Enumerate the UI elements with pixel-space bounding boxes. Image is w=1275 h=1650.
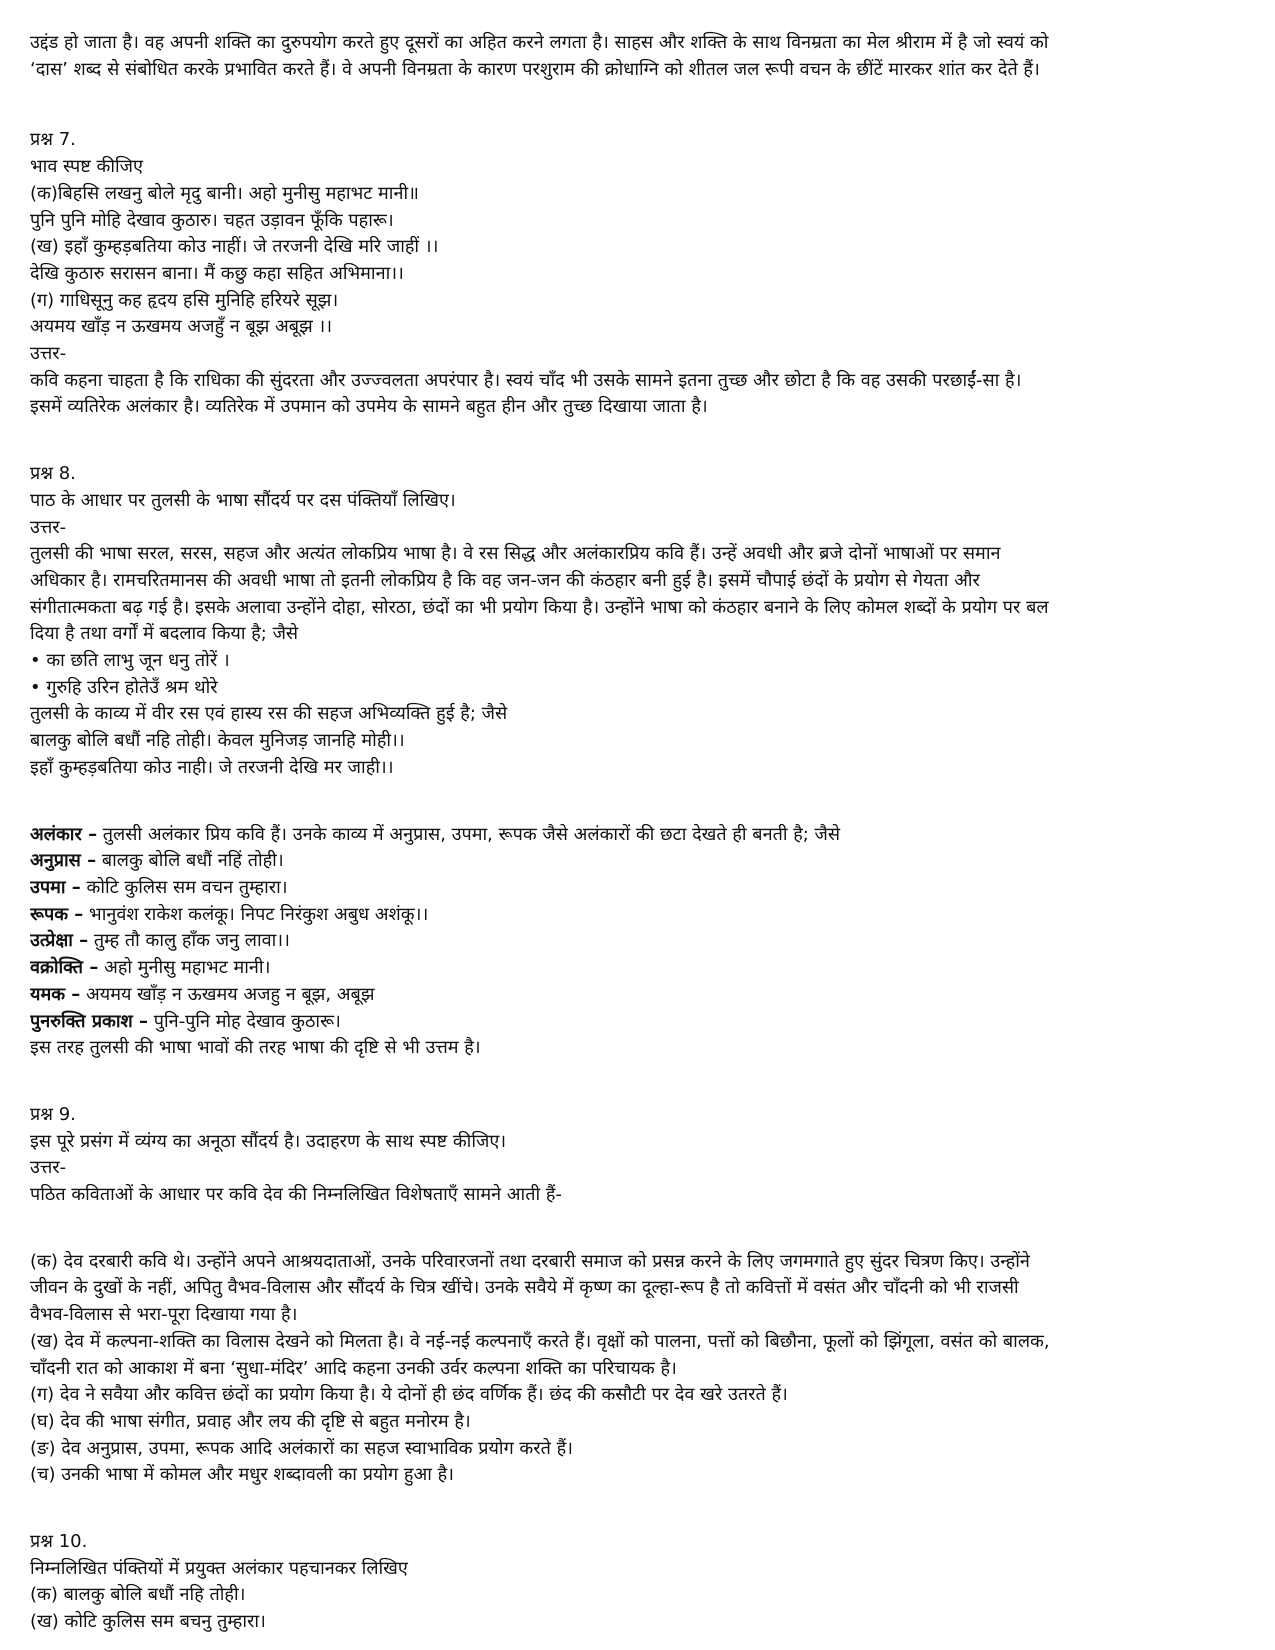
text-line: संगीतात्मकता बढ़ गई है। इसके अलावा उन्होंने दोहा, सोरठा, छंदों का भी प्रयोग किया है। उन्होंने भाषा को कंठहार बनाने के लिए कोमल शब्दों के प्रयोग पर बल xyxy=(30,596,1049,618)
alankar-term: यमक – xyxy=(30,983,81,1005)
answer-label: उत्तर- xyxy=(30,516,67,538)
point-line: (ङ) देव अनुप्रास, उपमा, रूपक आदि अलंकारों का सहज स्वाभाविक प्रयोग करते हैं। xyxy=(30,1437,573,1459)
point-line: (घ) देव की भाषा संगीत, प्रवाह और लय की दृष्टि से बहुत मनोरम है। xyxy=(30,1410,471,1432)
text-line: अयमय खाँड़ न ऊखमय अजहुँ न बूझ अबूझ ।। xyxy=(30,316,333,338)
text-line: निम्नलिखित पंक्तियों में प्रयुक्त अलंकार पहचानकर लिखिए xyxy=(30,1557,408,1579)
intro-paragraph xyxy=(30,30,1227,83)
alankar-row xyxy=(30,982,1227,1009)
text-line: तुलसी की भाषा सरल, सरस, सहज और अत्यंत लोकप्रिय भाषा है। वे रस सिद्ध और अलंकारप्रिय कवि हैं। उन्हें अवधी और ब्रजे दोनों भाषाओं पर समान xyxy=(30,543,1001,565)
point-line: वैभव-विलास से भरा-पूरा दिखाया गया है। xyxy=(30,1304,298,1326)
alankar-row xyxy=(30,928,1227,955)
alankar-text: तुलसी अलंकार प्रिय कवि हैं। उनके काव्य में अनुप्रास, उपमा, रूपक जैसे अलंकारों की छटा देखते ही बनती है; जैसे xyxy=(97,823,841,845)
alankar-term: उपमा – xyxy=(30,876,81,898)
text-line: कवि कहना चाहता है कि राधिका की सुंदरता और उज्ज्वलता अपरंपार है। स्वयं चाँद भी उसके सामने इतना तुच्छ और छोटा है कि वह उसकी परछाईं-सा है। xyxy=(30,369,1022,391)
point-line: (क) देव दरबारी कवि थे। उन्होंने अपने आश्रयदाताओं, उनके परिवारजनों तथा दरबारी समाज को प्रसन्न करने के लिए जगमगाते हुए सुंदर चित्रण किए। उन्होंने xyxy=(30,1250,1030,1272)
conclusion-line: इस तरह तुलसी की भाषा भावों की तरह भाषा की दृष्टि से भी उत्तम है। xyxy=(30,1037,481,1059)
point-line: (ख) देव में कल्पना-शक्ति का विलास देखने को मिलता है। वे नई-नई कल्पनाएँ करते हैं। वृक्षों को पालना, पत्तों को बिछौना, फूलों को झिंगूला, वसंत को बालक, xyxy=(30,1330,1050,1352)
text-line: पुनि पुनि मोहि देखाव कुठारु। चहत उड़ावन फूँकि पहारू। xyxy=(30,209,394,231)
point-line: जीवन के दुखों के नहीं, अपितु वैभव-विलास और सौंदर्य के चित्र खींचे। उनके सवैये में कृष्ण का दूल्हा-रूप है तो कवित्तों में वसंत और चाँदनी को भी राजसी xyxy=(30,1277,1019,1299)
alankar-term: वक्रोक्ति – xyxy=(30,957,99,979)
question-7-heading: प्रश्न 7. xyxy=(30,129,76,151)
answer-label: उत्तर- xyxy=(30,343,67,365)
alankar-row xyxy=(30,875,1227,902)
alankar-row xyxy=(30,848,1227,875)
text-line: देखि कुठारु सरासन बाना। मैं कछु कहा सहित अभिमाना।। xyxy=(30,262,404,284)
text-line: (क)बिहसि लखनु बोले मृदु बानी। अहो मुनीसु महाभट मानी॥ xyxy=(30,182,419,204)
alankar-term: अलंकार – xyxy=(30,823,98,845)
text-line: (ख) इहाँ कुम्हड़बतिया कोउ नाहीं। जे तरजनी देखि मरि जाहीं ।। xyxy=(30,236,439,258)
text-line: अधिकार है। रामचरितमानस की अवधी भाषा तो इतनी लोकप्रिय है कि वह जन-जन की कंठहार बनी हुई है। इसमें चौपाई छंदों के प्रयोग से गेयता और xyxy=(30,569,980,591)
text-line: पठित कविताओं के आधार पर कवि देव की निम्नलिखित विशेषताएँ सामने आती हैं- xyxy=(30,1184,562,1206)
text-line: दिया है तथा वर्गों में बदलाव किया है; जैसे xyxy=(30,623,299,645)
text-line: इस पूरे प्रसंग में व्यंग्य का अनूठा सौंदर्य है। उदाहरण के साथ स्पष्ट कीजिए। xyxy=(30,1130,507,1152)
point-line: चाँदनी रात को आकाश में बना ‘सुधा-मंदिर’ आदि कहना उनकी उर्वर कल्पना शक्ति का परिचायक है। xyxy=(30,1357,677,1379)
text-line: बालकु बोलि बधौं नहि तोही। केवल मुनिजड़ जानहि मोही।। xyxy=(30,730,405,752)
alankar-row xyxy=(30,1009,1227,1036)
text-line: पाठ के आधार पर तुलसी के भाषा सौंदर्य पर दस पंक्तियाँ लिखिए। xyxy=(30,489,456,511)
alankar-term: पुनरुक्ति प्रकाश – xyxy=(30,1010,149,1032)
text-line: इहाँ कुम्हड़बतिया कोउ नाही। जे तरजनी देखि मर जाही।। xyxy=(30,756,394,778)
question-9-section xyxy=(30,1102,1227,1489)
question-10-section xyxy=(30,1529,1227,1636)
alankar-row xyxy=(30,955,1227,982)
point-line: (च) उनकी भाषा में कोमल और मधुर शब्दावली का प्रयोग हुआ है। xyxy=(30,1464,454,1486)
bullet-item: • गुरुहि उरिन होतेउँ श्रम थोरे xyxy=(30,676,218,698)
question-8-section xyxy=(30,461,1227,1062)
text-line: इसमें व्यतिरेक अलंकार है। व्यतिरेक में उपमान को उपमेय के सामने बहुत हीन और तुच्छ दिखाया जाता है। xyxy=(30,396,708,418)
point-line: (ग) देव ने सवैया और कवित्त छंदों का प्रयोग किया है। ये दोनों ही छंद वर्णिक हैं। छंद की कसौटी पर देव खरे उतरते हैं। xyxy=(30,1384,788,1406)
text-line: ‘दास’ शब्द से संबोधित करके प्रभावित करते हैं। वे अपनी विनम्रता के कारण परशुराम की क्रोधाग्नि को शीतल जल रूपी वचन के छींटें मारकर शांत कर देते हैं। xyxy=(30,58,1040,80)
question-9-heading: प्रश्न 9. xyxy=(30,1103,76,1125)
text-line: उद्दंड हो जाता है। वह अपनी शक्ति का दुरुपयोग करते हुए दूसरों का अहित करने लगता है। साहस और शक्ति के साथ विनम्रता का मेल श्रीराम में है जो स्वयं को xyxy=(30,32,1049,53)
answer-label: उत्तर- xyxy=(30,1157,67,1179)
alankar-text: कोटि कुलिस सम वचन तुम्हारा। xyxy=(80,876,288,898)
text-line: तुलसी के काव्य में वीर रस एवं हास्य रस की सहज अभिव्यक्ति हुई है; जैसे xyxy=(30,703,508,725)
alankar-term: अनुप्रास – xyxy=(30,850,97,872)
alankar-text: अयमय खाँड़ न ऊखमय अजहु न बूझ, अबूझ xyxy=(80,983,375,1005)
alankar-text: बालकु बोलि बधौं नहिं तोही। xyxy=(96,850,284,872)
alankar-term: उत्प्रेक्षा – xyxy=(30,930,89,952)
text-line: (ख) कोटि कुलिस सम बचनु तुम्हारा। xyxy=(30,1611,266,1633)
text-line: (क) बालकु बोलि बधौं नहि तोही। xyxy=(30,1584,246,1606)
question-7-section xyxy=(30,127,1227,421)
alankar-row xyxy=(30,902,1227,929)
text-line: भाव स्पष्ट कीजिए xyxy=(30,156,143,178)
alankar-text: भानुवंश राकेश कलंकू। निपट निरंकुश अबुध अशंकू।। xyxy=(83,903,429,925)
alankar-text: तुम्ह तौ कालु हाँक जनु लावा।। xyxy=(88,930,290,952)
alankar-term: रूपक – xyxy=(30,903,84,925)
text-line: (ग) गाधिसूनु कह हृदय हसि मुनिहि हरियरे सूझ। xyxy=(30,289,339,311)
alankar-row xyxy=(30,822,1227,849)
question-8-heading: प्रश्न 8. xyxy=(30,463,76,485)
question-10-heading: प्रश्न 10. xyxy=(30,1531,88,1553)
alankar-text: अहो मुनीसु महाभट मानी। xyxy=(98,957,271,979)
alankar-text: पुनि-पुनि मोह देखाव कुठारू। xyxy=(148,1010,341,1032)
bullet-item: • का छति लाभु जून धनु तोरें । xyxy=(30,650,230,672)
